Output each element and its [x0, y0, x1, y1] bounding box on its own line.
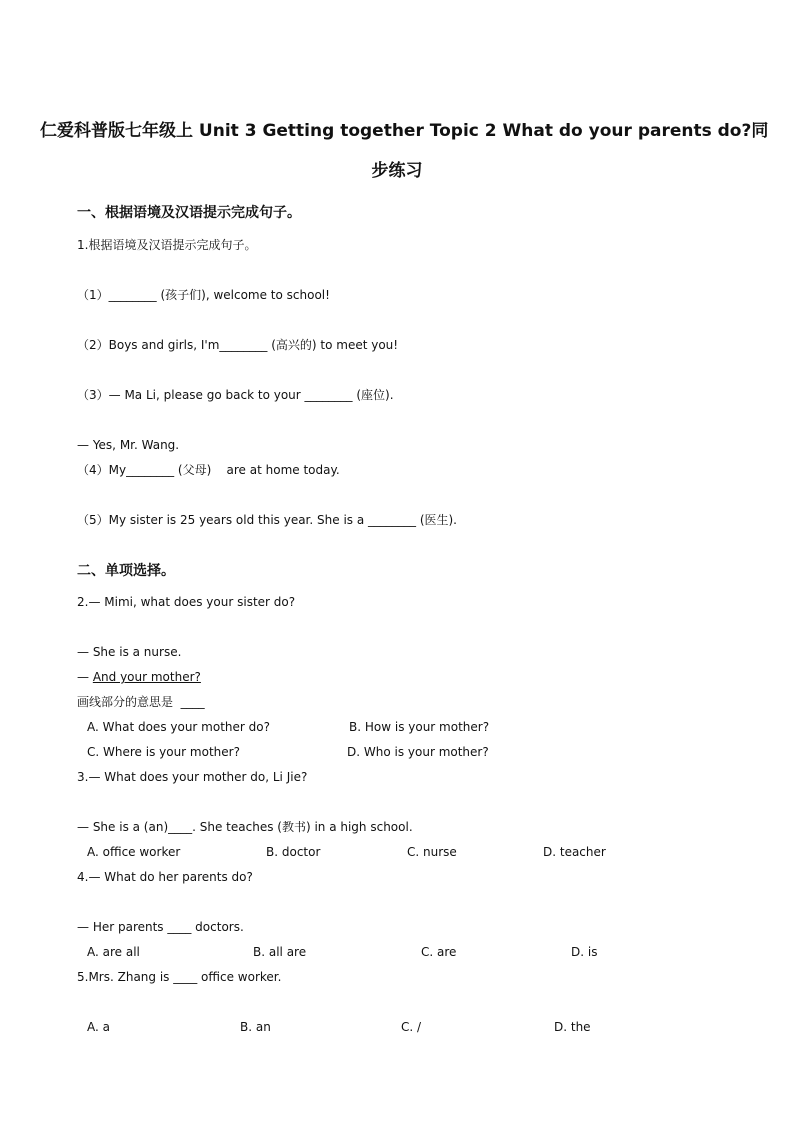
question-1-stem: 1.根据语境及汉语提示完成句子。 — [77, 238, 257, 252]
question-2-stem: 2.— Mimi, what does your sister do? — [77, 595, 296, 609]
question-5-option-b: B. an — [240, 1020, 271, 1034]
question-3-option-b: B. doctor — [266, 845, 321, 859]
question-5-stem: 5.Mrs. Zhang is ____ office worker. — [77, 970, 282, 984]
question-3-option-a: A. office worker — [87, 845, 181, 859]
sentence-item-2: （2）Boys and girls, I'm________ (高兴的) to meet you! — [77, 338, 399, 352]
question-4-option-b: B. all are — [253, 945, 307, 959]
page-title-line-2: 步练习 — [371, 161, 423, 181]
section-1-heading: 一、根据语境及汉语提示完成句子。 — [77, 205, 301, 221]
question-3-option-c: C. nurse — [407, 845, 457, 859]
section-2-heading: 二、单项选择。 — [77, 563, 175, 579]
question-2-answer-line: — She is a nurse. — [77, 645, 182, 659]
question-2-option-c: C. Where is your mother? — [87, 745, 240, 759]
question-4-answer-line: — Her parents ____ doctors. — [77, 920, 244, 934]
question-5-option-a: A. a — [87, 1020, 110, 1034]
underlined-phrase: And your mother? — [92, 670, 201, 684]
dash-prefix: — — [77, 670, 93, 684]
question-2-option-d: D. Who is your mother? — [347, 745, 489, 759]
question-2-option-b: B. How is your mother? — [349, 720, 490, 734]
sentence-item-5: （5）My sister is 25 years old this year. She is a ________ (医生). — [77, 513, 457, 527]
question-2-underlined-line — [77, 669, 201, 685]
question-4-option-d: D. is — [571, 945, 598, 959]
page-title-line-1: 仁爱科普版七年级上 Unit 3 Getting together Topic 2 What do your parents do?同 — [40, 121, 769, 141]
question-5-option-c: C. / — [401, 1020, 422, 1034]
question-3-stem: 3.— What does your mother do, Li Jie? — [77, 770, 308, 784]
sentence-item-4: （4）My________ (父母) are at home today. — [77, 463, 340, 477]
question-2-option-a: A. What does your mother do? — [87, 720, 270, 734]
sentence-item-3-reply: — Yes, Mr. Wang. — [77, 438, 180, 452]
question-2-prompt: 画线部分的意思是 ____ — [77, 695, 205, 709]
sentence-item-1: （1）________ (孩子们), welcome to school! — [77, 288, 330, 302]
question-3-answer-line: — She is a (an)____. She teaches (教书) in a high school. — [77, 820, 413, 834]
question-4-stem: 4.— What do her parents do? — [77, 870, 253, 884]
question-4-option-c: C. are — [421, 945, 457, 959]
sentence-item-3: （3）— Ma Li, please go back to your ________ (座位). — [77, 388, 394, 402]
question-4-option-a: A. are all — [87, 945, 140, 959]
question-5-option-d: D. the — [554, 1020, 591, 1034]
question-3-option-d: D. teacher — [543, 845, 606, 859]
